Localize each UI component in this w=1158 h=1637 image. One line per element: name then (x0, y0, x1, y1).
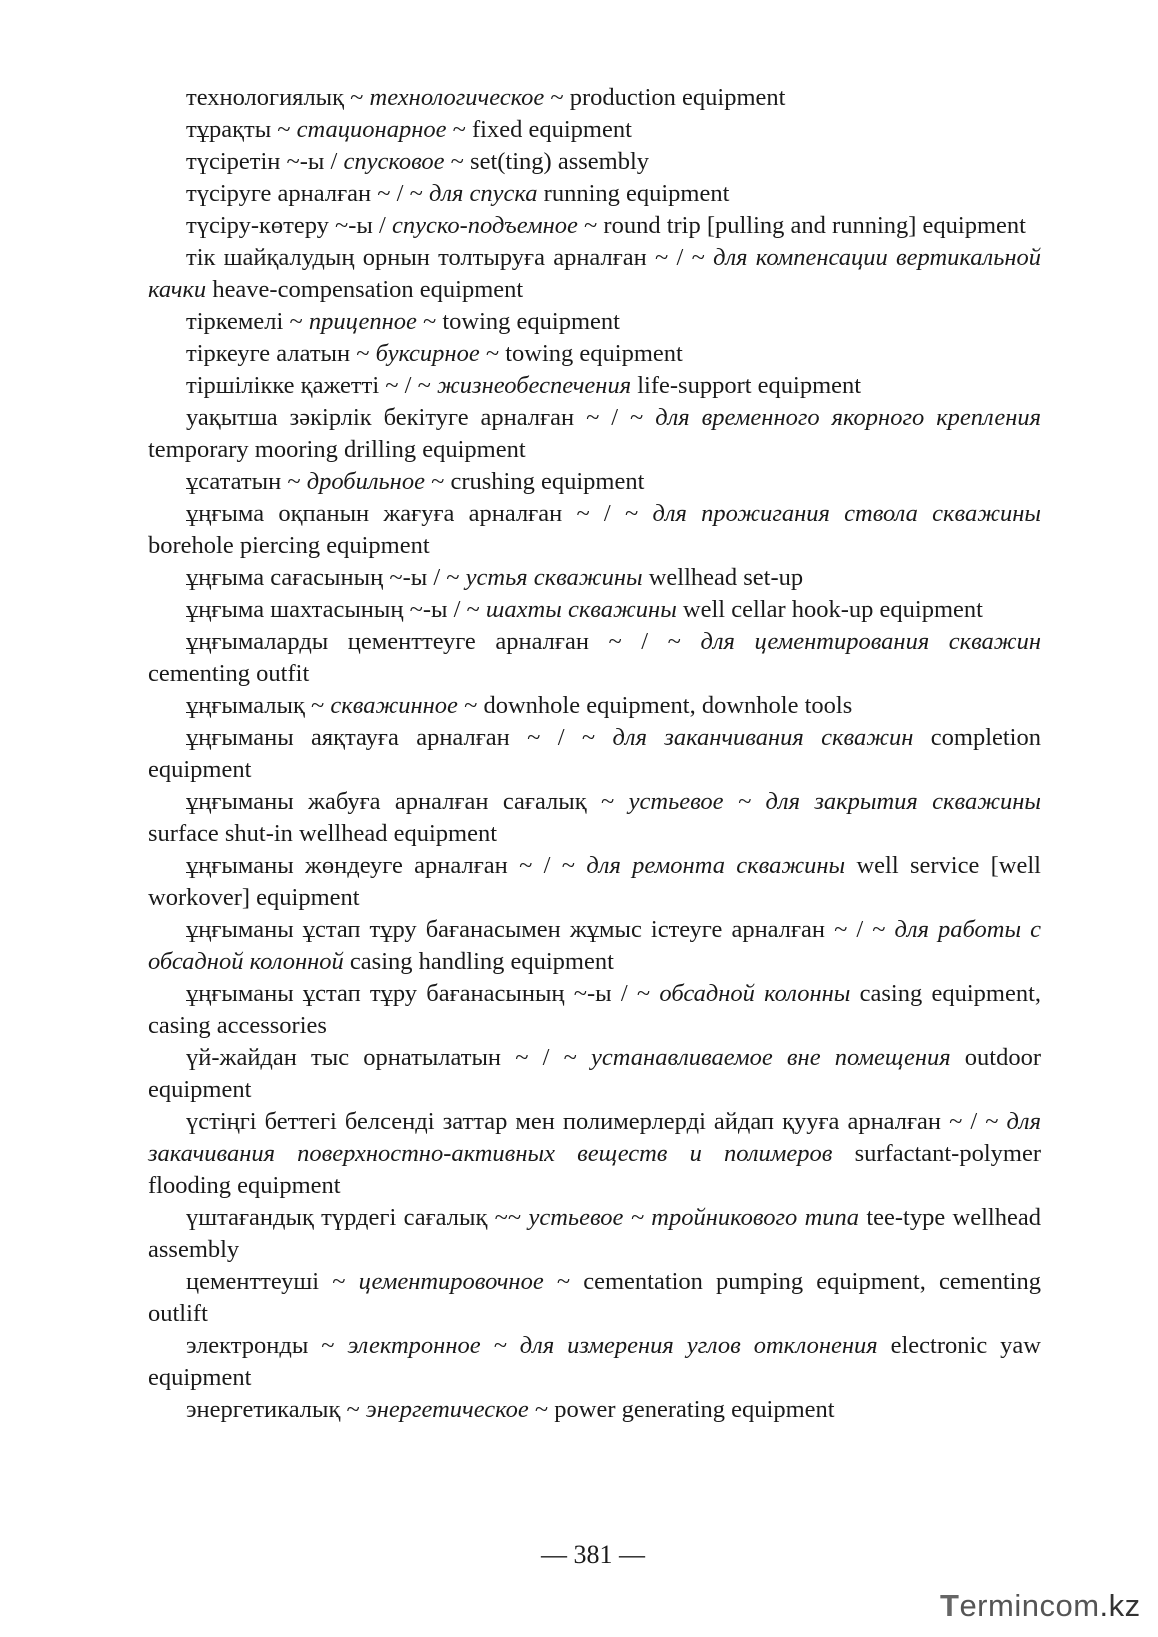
glossary-entry (148, 466, 1041, 498)
glossary-entry (148, 178, 1041, 210)
term-russian: для прожигания ствола скважины (652, 500, 1041, 527)
term-russian: цементировочное (358, 1268, 544, 1295)
glossary-entry (148, 786, 1041, 850)
term-english: casing handling equipment (343, 948, 614, 975)
term-english: outdoor equipment (148, 1044, 1041, 1103)
term-russian: обсадной колонны (659, 980, 851, 1007)
term-kazakh: ұңғыманы жөндеуге арналған ~ / ~ (186, 852, 587, 879)
term-kazakh: үй-жайдан тыс орнатылатын ~ / ~ (186, 1044, 592, 1071)
term-english: ~ round trip [pulling and running] equipment (577, 212, 1026, 239)
glossary-content (148, 82, 1041, 1426)
glossary-entry (148, 242, 1041, 306)
term-kazakh: ұңғымалық ~ (186, 692, 331, 719)
term-english: life-support equipment (631, 372, 862, 399)
glossary-entry (148, 338, 1041, 370)
glossary-entry (148, 82, 1041, 114)
term-english: ~ set(ting) assembly (444, 148, 650, 175)
term-kazakh: энергетикалық ~ (186, 1396, 366, 1423)
glossary-entry (148, 1106, 1041, 1202)
term-kazakh: тұрақты ~ (186, 116, 297, 143)
logo-domain: .kz (1099, 1588, 1141, 1623)
glossary-entry (148, 210, 1041, 242)
term-kazakh: ұңғыма шахтасының ~-ы / ~ (186, 596, 486, 623)
glossary-entry (148, 1394, 1041, 1426)
term-kazakh: цементтеуші ~ (186, 1268, 359, 1295)
term-english: ~ crushing equipment (424, 468, 645, 495)
term-english: casing equipment, casing accessories (148, 980, 1041, 1039)
glossary-entry (148, 562, 1041, 594)
term-kazakh: ұңғыма оқпанын жағуға арналған ~ / ~ (186, 500, 653, 527)
term-russian: технологическое (369, 84, 545, 111)
term-english: ~ power generating equipment (528, 1396, 835, 1423)
term-kazakh: үштағандық түрдегі сағалық ~~ (186, 1204, 529, 1231)
term-kazakh: ұңғыманы ұстап тұру бағанасымен жұмыс істеуге арналған ~ / ~ (186, 916, 895, 943)
glossary-entry (148, 722, 1041, 786)
glossary-entry (148, 1266, 1041, 1330)
term-kazakh: ұңғыма сағасының ~-ы / ~ (186, 564, 466, 591)
term-english: ~ fixed equipment (446, 116, 632, 143)
term-russian: электронное ~ для измерения углов отклонения (347, 1332, 878, 1359)
page-number: — 381 — (541, 1540, 645, 1569)
term-russian: спуско-подъемное (391, 212, 578, 239)
term-kazakh: тіркеуге алатын ~ (186, 340, 376, 367)
term-kazakh: ұңғыманы аяқтауға арналған ~ / ~ (186, 724, 613, 751)
term-russian: жизнеобеспечения (436, 372, 632, 399)
term-kazakh: ұсататын ~ (186, 468, 307, 495)
term-russian: для временного якорного крепления (655, 404, 1041, 431)
term-russian: прицепное (308, 308, 417, 335)
term-russian: для заканчивания скважин (612, 724, 914, 751)
logo-t: T (940, 1588, 960, 1623)
termincom-logo[interactable] (940, 1588, 1154, 1632)
term-russian: буксирное (375, 340, 480, 367)
term-russian: для закачивания поверхностно-активных веществ и полимеров (148, 1108, 1041, 1167)
term-english: ~ towing equipment (479, 340, 683, 367)
term-kazakh: тіркемелі ~ (186, 308, 309, 335)
term-english: completion equipment (148, 724, 1041, 783)
term-russian: стационарное (296, 116, 447, 143)
glossary-entry (148, 1330, 1041, 1394)
term-english: temporary mooring drilling equipment (148, 436, 526, 463)
term-russian: для работы с обсадной колонной (148, 916, 1041, 975)
term-english: cementing outfit (148, 660, 310, 687)
term-english: wellhead set-up (642, 564, 804, 591)
term-russian: для компенсации вертикальной качки (148, 244, 1041, 303)
term-russian: дробильное (306, 468, 425, 495)
glossary-entry (148, 626, 1041, 690)
glossary-entry (148, 914, 1041, 978)
logo-text: ermincom (959, 1588, 1100, 1623)
term-russian: для ремонта скважины (586, 852, 846, 879)
term-russian: для спуска (428, 180, 538, 207)
term-kazakh: үстіңгі беттегі белсенді заттар мен полимерлерді айдап қууға арналған ~ / ~ (186, 1108, 1007, 1135)
term-russian: энергетическое (365, 1396, 529, 1423)
term-kazakh: тік шайқалудың орнын толтыруға арналған ~ / ~ (186, 244, 714, 271)
term-english: heave-compensation equipment (206, 276, 524, 303)
term-russian: устьевое ~ для закрытия скважины (628, 788, 1042, 815)
glossary-entry (148, 370, 1041, 402)
term-kazakh: электронды ~ (186, 1332, 348, 1359)
term-english: ~ production equipment (544, 84, 786, 111)
term-russian: шахты скважины (485, 596, 677, 623)
term-kazakh: технологиялық ~ (186, 84, 370, 111)
glossary-entry (148, 498, 1041, 562)
term-russian: скважинное (330, 692, 458, 719)
term-kazakh: ұңғыманы жабуға арналған сағалық ~ (186, 788, 629, 815)
term-kazakh: уақытша зәкірлік бекітуге арналған ~ / ~ (186, 404, 656, 431)
term-kazakh: түсіретін ~-ы / (186, 148, 344, 175)
glossary-entry (148, 690, 1041, 722)
glossary-entry (148, 594, 1041, 626)
term-english: surface shut-in wellhead equipment (148, 820, 498, 847)
glossary-entry (148, 402, 1041, 466)
term-english: borehole piercing equipment (148, 532, 430, 559)
term-english: ~ towing equipment (416, 308, 620, 335)
glossary-entry (148, 306, 1041, 338)
glossary-entry (148, 1042, 1041, 1106)
term-russian: устьевое ~ тройникового типа (528, 1204, 860, 1231)
term-russian: для цементирования скважин (700, 628, 1042, 655)
term-russian: устья скважины (465, 564, 643, 591)
term-english: surfactant-polymer flooding equipment (148, 1140, 1041, 1199)
term-english: well service [well workover] equipment (148, 852, 1041, 911)
term-kazakh: түсіруге арналған ~ / ~ (186, 180, 429, 207)
glossary-entry (148, 1202, 1041, 1266)
term-kazakh: ұңғыманы ұстап тұру бағанасының ~-ы / ~ (186, 980, 660, 1007)
term-russian: спусковое (343, 148, 445, 175)
glossary-entry (148, 850, 1041, 914)
glossary-entry (148, 114, 1041, 146)
term-english: ~ cementation pumping equipment, cementing outlift (148, 1268, 1041, 1327)
term-kazakh: ұңғымаларды цементтеуге арналған ~ / ~ (186, 628, 701, 655)
term-kazakh: тіршілікке қажетті ~ / ~ (186, 372, 437, 399)
glossary-entry (148, 978, 1041, 1042)
term-english: well cellar hook-up equipment (676, 596, 983, 623)
term-russian: устанавливаемое вне помещения (591, 1044, 951, 1071)
term-english: ~ downhole equipment, downhole tools (457, 692, 853, 719)
term-kazakh: түсіру-көтеру ~-ы / (186, 212, 392, 239)
term-english: tee-type wellhead assembly (148, 1204, 1041, 1263)
term-english: running equipment (537, 180, 730, 207)
glossary-entry (148, 146, 1041, 178)
term-english: electronic yaw equipment (148, 1332, 1041, 1391)
